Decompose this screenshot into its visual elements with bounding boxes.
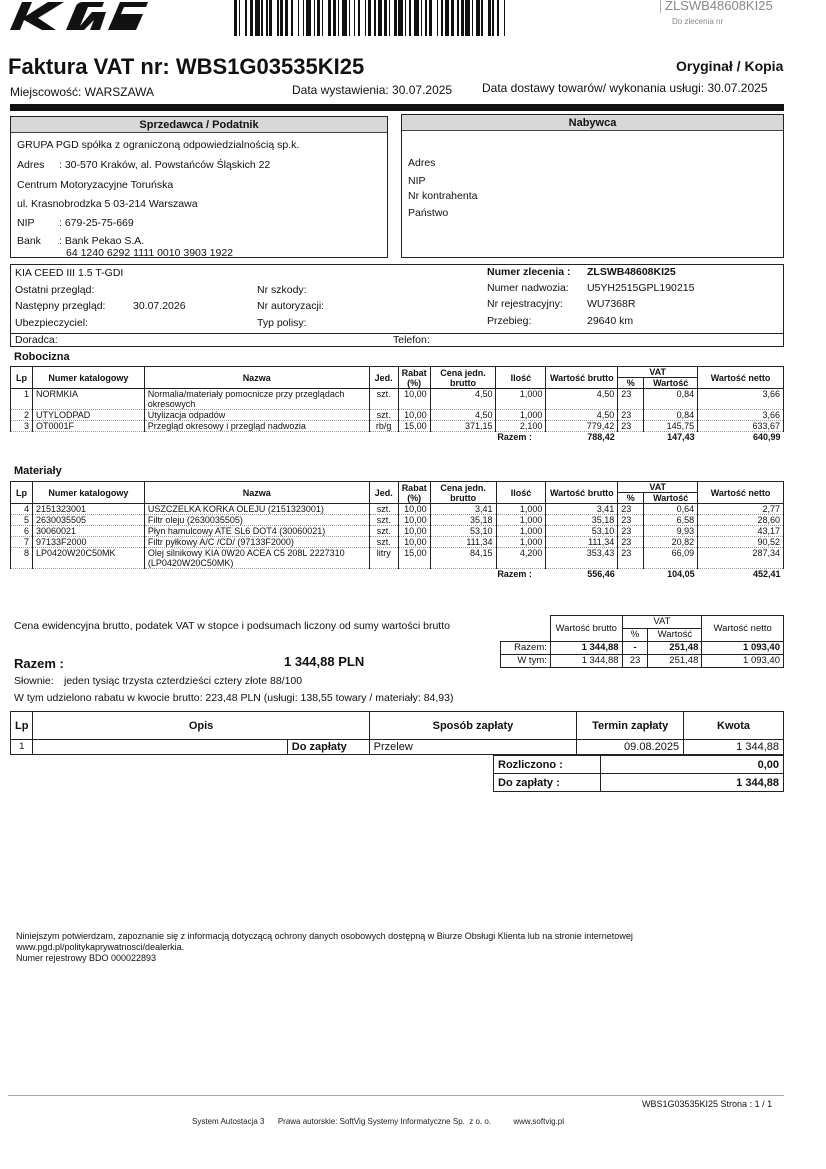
cell-net: 90,52 [698, 537, 784, 548]
cell-unit: szt. [369, 504, 398, 515]
cell-discount: 15,00 [398, 548, 430, 569]
footer-doc-page: WBS1G03535KI25 Strona : 1 / 1 [642, 1099, 773, 1109]
advisor-row [10, 334, 784, 347]
cell-qty: 1,000 [496, 515, 546, 526]
item-name: Przegląd okresowy i przegląd nadwozia [147, 421, 306, 431]
to-pay-label: Do zapłaty : [494, 774, 601, 792]
cell-unit: szt. [369, 515, 398, 526]
policy-type-label: Typ polisy: [257, 317, 307, 329]
cell-qty: 1,000 [496, 410, 546, 421]
cell-lp: 2 [11, 410, 33, 421]
privacy-note [16, 931, 633, 964]
buyer-country-label: Państwo [408, 207, 449, 219]
footer-system: System Autostacja 3 Prawa autorskie: SoftVig Systemy Informatyczne Sp. z o. o. www.softvig.pl [192, 1117, 565, 1126]
item-name: USZCZELKA KORKA OLEJU (2151323001) [147, 504, 324, 514]
cell-net: 287,34 [698, 548, 784, 569]
materials-sum-net: 452,41 [752, 569, 781, 579]
settlement-table [493, 755, 784, 792]
table-row [11, 410, 784, 421]
item-name: Płyn hamulcowy ATE SL6 DOT4 (30060021) [147, 526, 326, 536]
discount-note: W tym udzielono rabatu w kwocie brutto: 223,48 PLN (usługi: 138,55 towary / materiały: 84,93) [14, 692, 454, 704]
totals-row1-pct: - [622, 642, 648, 655]
last-review-label: Ostatni przegląd: [15, 284, 95, 296]
item-name-cont: (LP0420W20C50MK) [147, 558, 234, 568]
cell-vat-value: 20,82 [644, 537, 698, 548]
col-gross: Wartość brutto [546, 367, 618, 389]
grand-total-value: 1 344,88 PLN [284, 654, 365, 669]
totals-table [500, 615, 784, 668]
table-row [11, 515, 784, 526]
summary-note: Cena ewidencyjna brutto, podatek VAT w stopce i podsumach liczony od sumy wartości brutto [14, 620, 450, 632]
col-discount: Rabat (%) [398, 482, 430, 504]
cell-name [144, 548, 369, 569]
kia-logo [8, 0, 148, 32]
mileage-label: Przebieg: [487, 315, 532, 327]
col-qty: Ilość [496, 482, 546, 504]
col-name: Nazwa [144, 482, 369, 504]
cell-lp: 1 [11, 389, 33, 410]
cell-unit-price: 84,15 [430, 548, 496, 569]
grand-total-label: Razem : [14, 656, 64, 671]
cell-vat-value: 9,93 [644, 526, 698, 537]
cell-gross: 4,50 [546, 389, 618, 410]
seller-branch-address: ul. Krasnobrodzka 5 03-214 Warszawa [17, 198, 198, 210]
footer-divider [8, 1095, 784, 1096]
totals-net-header: Wartość netto [702, 616, 784, 642]
col-vat-pct: % [618, 493, 644, 504]
seller-heading: Sprzedawca / Podatnik [11, 117, 387, 133]
invoice-title: Faktura VAT nr: WBS1G03535KI25 [8, 54, 365, 79]
col-lp: Lp [11, 367, 33, 389]
seller-account: 64 1240 6292 1111 0010 3903 1922 [66, 247, 233, 259]
table-row [11, 526, 784, 537]
table-row [11, 421, 784, 432]
table-row [11, 537, 784, 548]
cell-vat-pct: 23 [618, 421, 644, 432]
cell-gross: 4,50 [546, 410, 618, 421]
cell-name [144, 515, 369, 526]
labor-sum-label: Razem : [497, 432, 532, 442]
payment-table [10, 711, 784, 755]
pay-row-label: Do zapłaty [287, 740, 369, 755]
col-name: Nazwa [144, 367, 369, 389]
pay-col-lp: Lp [11, 712, 33, 740]
item-name: Utylizacja odpadów [147, 410, 226, 420]
order-number-top: ZLSWB48608KI25 [660, 0, 773, 13]
col-discount: Rabat (%) [398, 367, 430, 389]
cell-name [144, 389, 369, 410]
materials-sum-vat: 104,05 [667, 569, 695, 579]
original-copy-label: Oryginał / Kopia [676, 58, 784, 74]
cell-gross: 53,10 [546, 526, 618, 537]
cell-unit-price: 3,41 [430, 504, 496, 515]
labor-sum-gross: 788,42 [587, 432, 615, 442]
damage-no-label: Nr szkody: [257, 284, 307, 296]
table-row [11, 389, 784, 410]
cell-qty: 1,000 [496, 537, 546, 548]
seller-nip-label: NIP [17, 217, 35, 229]
cell-name [144, 537, 369, 548]
pay-row-lp: 1 [11, 740, 33, 755]
seller-bank-label: Bank [17, 235, 41, 247]
pay-row-due: 09.08.2025 [577, 740, 684, 755]
cell-lp: 8 [11, 548, 33, 569]
col-gross: Wartość brutto [546, 482, 618, 504]
cell-qty: 2,100 [496, 421, 546, 432]
delivery-date: Data dostawy towarów/ wykonania usługi: 30.07.2025 [482, 81, 768, 95]
issue-date: Data wystawienia: 30.07.2025 [292, 83, 453, 97]
item-name: Normalia/materiały pomocnicze przy przeglądach [147, 389, 345, 399]
totals-row1-net: 1 093,40 [702, 642, 784, 655]
cell-gross: 353,43 [546, 548, 618, 569]
totals-vat-header: VAT [622, 616, 702, 629]
pay-col-method: Sposób zapłaty [369, 712, 577, 740]
cell-name [144, 526, 369, 537]
cell-gross: 779,42 [546, 421, 618, 432]
cell-unit-price: 4,50 [430, 410, 496, 421]
header-divider [10, 104, 784, 111]
cell-discount: 10,00 [398, 515, 430, 526]
totals-row1-label: Razem: [501, 642, 551, 655]
barcode-bar [505, 0, 508, 36]
cell-lp: 7 [11, 537, 33, 548]
pay-row-amount: 1 344,88 [684, 740, 784, 755]
cell-discount: 10,00 [398, 526, 430, 537]
cell-catalog: 97133F2000 [32, 537, 144, 548]
settled-value: 0,00 [600, 756, 783, 774]
item-name: Filtr pyłkowy A/C /CD/ (97133F2000) [147, 537, 294, 547]
place: Miejscowość: WARSZAWA [10, 85, 155, 99]
vehicle-box [10, 264, 784, 334]
cell-gross: 111,34 [546, 537, 618, 548]
cell-name [144, 421, 369, 432]
cell-net: 28,60 [698, 515, 784, 526]
col-catalog: Numer katalogowy [32, 482, 144, 504]
cell-lp: 6 [11, 526, 33, 537]
cell-vat-value: 0,64 [644, 504, 698, 515]
mileage-value: 29640 km [587, 315, 634, 327]
insurer-label: Ubezpieczyciel: [15, 317, 88, 329]
cell-vat-value: 6,58 [644, 515, 698, 526]
cell-discount: 10,00 [398, 537, 430, 548]
cell-catalog: UTYLODPAD [32, 410, 144, 421]
next-review-date: 30.07.2026 [133, 300, 186, 312]
cell-catalog: 2630035505 [32, 515, 144, 526]
totals-row1-vat: 251,48 [648, 642, 702, 655]
table-row [11, 548, 784, 569]
col-net: Wartość netto [698, 482, 784, 504]
pay-col-due: Termin zapłaty [577, 712, 684, 740]
col-unit-price: Cena jedn. brutto [430, 367, 496, 389]
amount-words-label: Słownie: [14, 675, 54, 687]
cell-unit: szt. [369, 537, 398, 548]
cell-vat-value: 66,09 [644, 548, 698, 569]
cell-unit-price: 4,50 [430, 389, 496, 410]
cell-qty: 1,000 [496, 526, 546, 537]
amount-words: jeden tysiąc trzysta czterdzieści cztery złote 88/100 [64, 675, 303, 687]
labor-sum-vat: 147,43 [667, 432, 695, 442]
cell-name [144, 504, 369, 515]
col-net: Wartość netto [698, 367, 784, 389]
cell-unit-price: 53,10 [430, 526, 496, 537]
pay-col-desc: Opis [33, 712, 369, 740]
cell-unit-price: 111,34 [430, 537, 496, 548]
materials-sum-label: Razem : [497, 569, 532, 579]
col-unit: Jed. [369, 367, 398, 389]
totals-row2-net: 1 093,40 [702, 655, 784, 668]
cell-qty: 4,200 [496, 548, 546, 569]
cell-net: 3,66 [698, 410, 784, 421]
reg-value: WU7368R [587, 298, 636, 310]
pay-col-amount: Kwota [684, 712, 784, 740]
labor-heading: Robocizna [14, 351, 70, 363]
item-name: Filtr oleju (2630035505) [147, 515, 243, 525]
totals-row2-pct: 23 [622, 655, 648, 668]
cell-unit: szt. [369, 410, 398, 421]
buyer-contractor-label: Nr kontrahenta [408, 190, 478, 202]
cell-vat-pct: 23 [618, 537, 644, 548]
totals-row1-gross: 1 344,88 [550, 642, 622, 655]
totals-row2-vat: 251,48 [648, 655, 702, 668]
bdo-number: Numer rejestrowy BDO 000022893 [16, 953, 157, 963]
order-value: ZLSWB48608KI25 [587, 266, 676, 278]
barcode [234, 0, 640, 36]
privacy-line-1: Niniejszym potwierdzam, zapoznanie się z informacją dotyczącą ochrony danych osobowych dostępną w Biurze Obsługi Klienta lub na stronie internetowej [16, 931, 633, 941]
cell-lp: 3 [11, 421, 33, 432]
body-value: U5YH2515GPL190215 [587, 282, 695, 294]
cell-unit: szt. [369, 389, 398, 410]
advisor-label: Doradca: [15, 334, 58, 346]
col-vat-value: Wartość [644, 493, 698, 504]
item-name: Olej silnikowy KIA 0W20 ACEA C5 208L 2227310 [147, 548, 345, 558]
cell-net: 633,67 [698, 421, 784, 432]
cell-qty: 1,000 [496, 504, 546, 515]
totals-row2-gross: 1 344,88 [550, 655, 622, 668]
cell-catalog: 2151323001 [32, 504, 144, 515]
cell-discount: 10,00 [398, 389, 430, 410]
item-name-cont: okresowych [147, 399, 196, 409]
body-label: Numer nadwozia: [487, 282, 569, 294]
col-vat: VAT [618, 482, 698, 493]
cell-vat-pct: 23 [618, 526, 644, 537]
totals-gross-header: Wartość brutto [550, 616, 622, 642]
cell-discount: 10,00 [398, 410, 430, 421]
buyer-address-label: Adres [408, 157, 436, 169]
cell-unit: szt. [369, 526, 398, 537]
labor-sum-net: 640,99 [752, 432, 781, 442]
seller-branch: Centrum Motoryzacyjne Toruńska [17, 179, 174, 191]
cell-unit-price: 35,18 [430, 515, 496, 526]
col-lp: Lp [11, 482, 33, 504]
cell-unit-price: 371,15 [430, 421, 496, 432]
cell-gross: 35,18 [546, 515, 618, 526]
cell-discount: 15,00 [398, 421, 430, 432]
col-unit: Jed. [369, 482, 398, 504]
buyer-box [401, 114, 784, 258]
cell-vat-pct: 23 [618, 548, 644, 569]
next-review-label: Następny przegląd: [15, 300, 106, 312]
cell-catalog: LP0420W20C50MK [32, 548, 144, 569]
cell-vat-pct: 23 [618, 410, 644, 421]
cell-catalog: NORMKIA [32, 389, 144, 410]
materials-sum-gross: 556,46 [587, 569, 615, 579]
cell-vat-pct: 23 [618, 515, 644, 526]
cell-qty: 1,000 [496, 389, 546, 410]
labor-table [10, 366, 784, 442]
col-vat-value: Wartość [644, 378, 698, 389]
auth-no-label: Nr autoryzacji: [257, 300, 325, 312]
cell-lp: 5 [11, 515, 33, 526]
totals-vat-value-header: Wartość [648, 629, 702, 642]
cell-discount: 10,00 [398, 504, 430, 515]
seller-bank: : Bank Pekao S.A. [59, 235, 145, 247]
totals-pct-header: % [622, 629, 648, 642]
seller-box [10, 116, 388, 258]
cell-vat-pct: 23 [618, 504, 644, 515]
order-label: Numer zlecenia : [487, 266, 571, 278]
cell-gross: 3,41 [546, 504, 618, 515]
cell-vat-value: 145,75 [644, 421, 698, 432]
buyer-nip-label: NIP [408, 175, 426, 187]
cell-unit: litry [369, 548, 398, 569]
settled-label: Rozliczono : [494, 756, 601, 774]
buyer-heading: Nabywca [402, 115, 783, 131]
table-row [11, 504, 784, 515]
cell-vat-value: 0,84 [644, 410, 698, 421]
cell-vat-value: 0,84 [644, 389, 698, 410]
materials-heading: Materiały [14, 465, 62, 477]
seller-address-label: Adres [17, 159, 45, 171]
order-number-caption: Do zlecenia nr [672, 17, 724, 26]
pay-row-method: Przelew [369, 740, 577, 755]
cell-lp: 4 [11, 504, 33, 515]
materials-table [10, 481, 784, 579]
cell-net: 3,66 [698, 389, 784, 410]
seller-nip: : 679-25-75-669 [59, 217, 134, 229]
cell-catalog: 30060021 [32, 526, 144, 537]
cell-unit: rb/g [369, 421, 398, 432]
seller-address: : 30-570 Kraków, al. Powstańców Śląskich 22 [59, 159, 271, 171]
cell-vat-pct: 23 [618, 389, 644, 410]
vehicle-model: KIA CEED III 1.5 T-GDI [15, 267, 124, 279]
col-vat: VAT [618, 367, 698, 378]
totals-row2-label: W tym: [501, 655, 551, 668]
cell-net: 43,17 [698, 526, 784, 537]
seller-name: GRUPA PGD spółka z ograniczoną odpowiedzialnością sp.k. [17, 139, 300, 151]
cell-net: 2,77 [698, 504, 784, 515]
col-vat-pct: % [618, 378, 644, 389]
reg-label: Nr rejestracyjny: [487, 298, 563, 310]
col-catalog: Numer katalogowy [32, 367, 144, 389]
to-pay-value: 1 344,88 [600, 774, 783, 792]
phone-label: Telefon: [393, 334, 430, 346]
privacy-line-2: www.pgd.pl/politykaprywatnosci/dealerkia. [16, 942, 185, 952]
cell-name [144, 410, 369, 421]
col-unit-price: Cena jedn. brutto [430, 482, 496, 504]
col-qty: Ilość [496, 367, 546, 389]
cell-catalog: OT0001F [32, 421, 144, 432]
